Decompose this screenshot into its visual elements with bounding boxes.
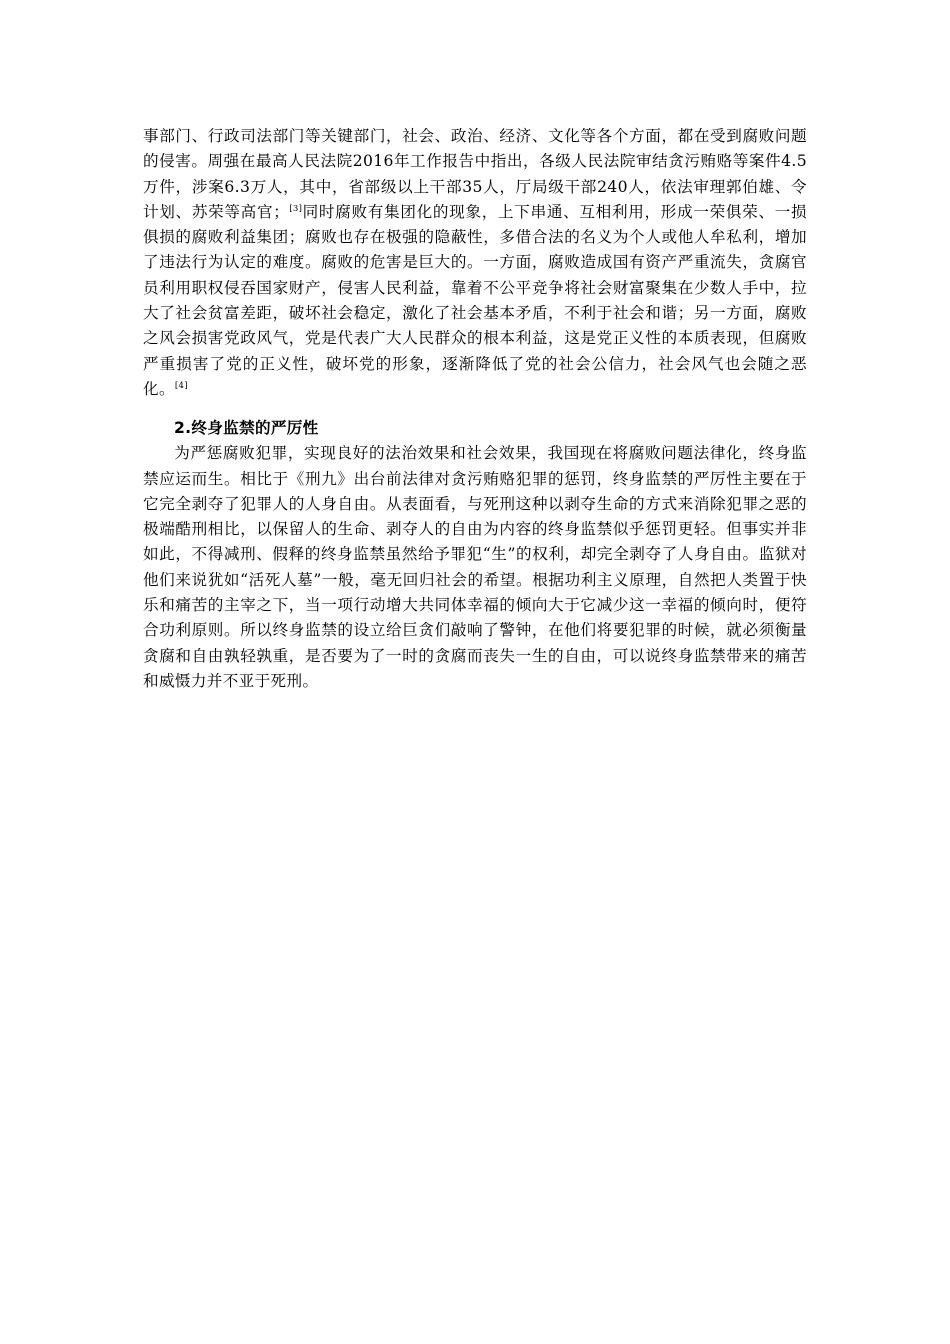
paragraph-1-text-a: 事部门、行政司法部门等关键部门，社会、政治、经济、文化等各个方面，都在受到腐败问题的侵害。周强在最高人民法院2016年工作报告中指出，各级人民法院审结贪污贿赂等案件4.5万件，涉案6.3万人，其中，省部级以上干部35人，厅局级干部240人，依法审理郭伯雄、令计划、苏荣等高官； xyxy=(143,127,807,221)
body-paragraph-1 xyxy=(143,124,807,402)
citation-4: [4] xyxy=(174,380,188,391)
section-heading: 2.终身监禁的严厉性 xyxy=(174,419,319,438)
document-body xyxy=(143,124,807,694)
body-paragraph-2: 为严惩腐败犯罪，实现良好的法治效果和社会效果，我国现在将腐败问题法律化，终身监禁应运而生。相比于《刑九》出台前法律对贪污贿赂犯罪的惩罚，终身监禁的严厉性主要在于它完全剥夺了犯罪人的人身自由。从表面看，与死刑这种以剥夺生命的方式来消除犯罪之恶的极端酷刑相比，以保留人的生命、剥夺人的自由为内容的终身监禁似乎惩罚更轻。但事实并非如此，不得减刑、假释的终身监禁虽然给予罪犯“生”的权利，却完全剥夺了人身自由。监狱对他们来说犹如“活死人墓”一般，毫无回归社会的希望。根据功利主义原理，自然把人类置于快乐和痛苦的主宰之下，当一项行动增大共同体幸福的倾向大于它减少这一幸福的倾向时，便符合功利原则。所以终身监禁的设立给巨贪们敲响了警钟，在他们将要犯罪的时候，就必须衡量贪腐和自由孰轻孰重，是否要为了一时的贪腐而丧失一生的自由，可以说终身监禁带来的痛苦和威慑力并不亚于死刑。 xyxy=(143,444,807,690)
paragraph-1-text-b: 同时腐败有集团化的现象，上下串通、互相利用，形成一荣俱荣、一损俱损的腐败利益集团；腐败也存在极强的隐蔽性，多借合法的名义为个人或他人牟私利，增加了违法行为认定的难度。腐败的危害是巨大的。一方面，腐败造成国有资产严重流失，贪腐官员利用职权侵吞国家财产，侵害人民利益，靠着不公平竞争将社会财富聚集在少数人手中，拉大了社会贫富差距，破坏社会稳定，激化了社会基本矛盾，不利于社会和谐；另一方面，腐败之风会损害党政风气，党是代表广大人民群众的根本利益，这是党正义性的本质表现，但腐败严重损害了党的正义性，破坏党的形象，逐渐降低了党的社会公信力，社会风气也会随之恶化。 xyxy=(143,202,807,398)
citation-3: [3] xyxy=(289,203,303,214)
